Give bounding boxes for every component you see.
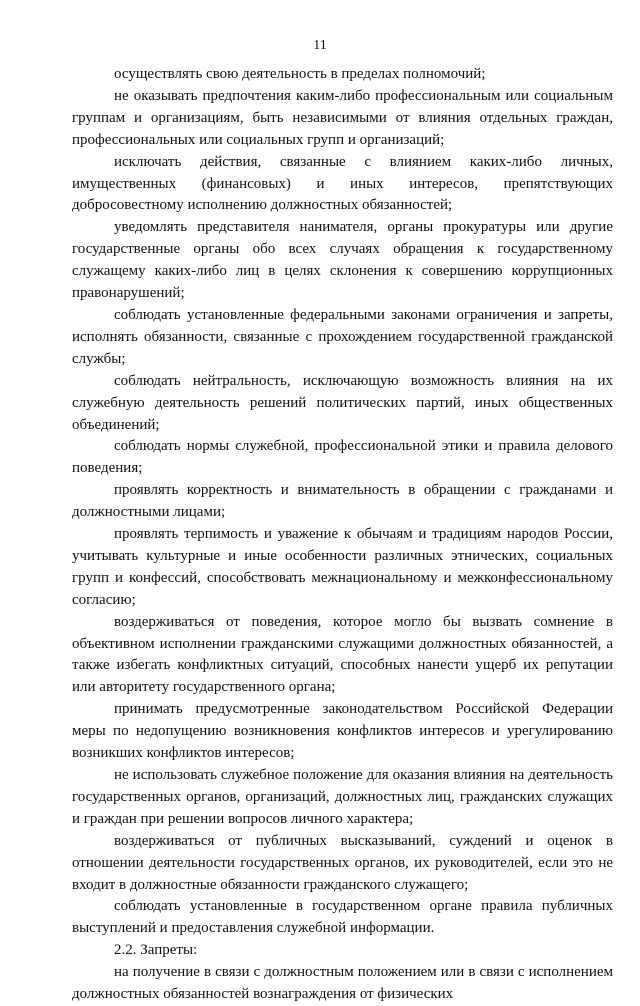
paragraph-powers: осуществлять свою деятельность в пределах полномочий; [114,66,486,82]
paragraph-observe-restrictions: соблюдать установленные федеральными законами ограничения и запреты, исполнять обязанности, связанные с прохождением государственной гражданской службы; [72,306,613,367]
paragraph-no-preferences: не оказывать предпочтения каким-либо профессиональным или социальным группам и организациям, быть независимыми от влияния отдельных граждан, профессиональных или социальных групп и организаций; [72,87,613,148]
section-heading-prohibitions: 2.2. Запреты: [114,942,198,959]
paragraph-no-position-abuse: не использовать служебное положение для оказания влияния на деятельность государственных органов, организаций, должностных лиц, гражданских служащих и граждан при решении вопросов личного характера; [72,767,613,827]
paragraph-ethics: соблюдать нормы служебной, профессиональной этики и правила делового поведения; [72,438,613,477]
document-body [72,64,613,1006]
paragraph-tolerance: проявлять терпимость и уважение к обычаям и традициям народов России, учитывать культурные и иные особенности различных этнических, социальных групп и конфессий, способствовать межнациональному и межконфессиональному согласию; [72,526,613,608]
paragraph-public-speaking-rules: соблюдать установленные в государственном органе правила публичных выступлений и предоставления служебной информации. [72,898,613,937]
page-number: 11 [313,38,327,53]
paragraph-avoid-doubt: воздерживаться от поведения, которое могло бы вызвать сомнение в объективном исполнении гражданскими служащими должностных обязанностей, а также избегать конфликтных ситуаций, способных нанести ущерб их репутации или авторитету государственного органа; [72,613,613,696]
paragraph-correctness: проявлять корректность и внимательность в обращении с гражданами и должностными лицами; [72,482,613,521]
paragraph-remuneration: на получение в связи с должностным положением или в связи с исполнением должностных обязанностей вознаграждения от физических [72,964,613,1003]
paragraph-public-statements: воздерживаться от публичных высказываний, суждений и оценок в отношении деятельности государственных органов, их руководителей, если это не входит в должностные обязанности гражданского служащего; [72,832,613,893]
paragraph-neutrality: соблюдать нейтральность, исключающую возможность влияния на их служебную деятельность решений политических партий, иных общественных объединений; [72,372,613,433]
paragraph-exclude-influence: исключать действия, связанные с влиянием каких-либо личных, имущественных (финансовых) и иных интересов, препятствующих добросовестному исполнению должностных обязанностей; [72,153,613,214]
paragraph-conflict-measures: принимать предусмотренные законодательством Российской Федерации меры по недопущению возникновения конфликтов интересов и урегулированию возникших конфликтов интересов; [72,701,613,762]
paragraph-notify-employer: уведомлять представителя нанимателя, органы прокуратуры или другие государственные органы обо всех случаях обращения к государственному служащему каких-либо лиц в целях склонения к совершению коррупционных правонарушений; [72,219,613,302]
